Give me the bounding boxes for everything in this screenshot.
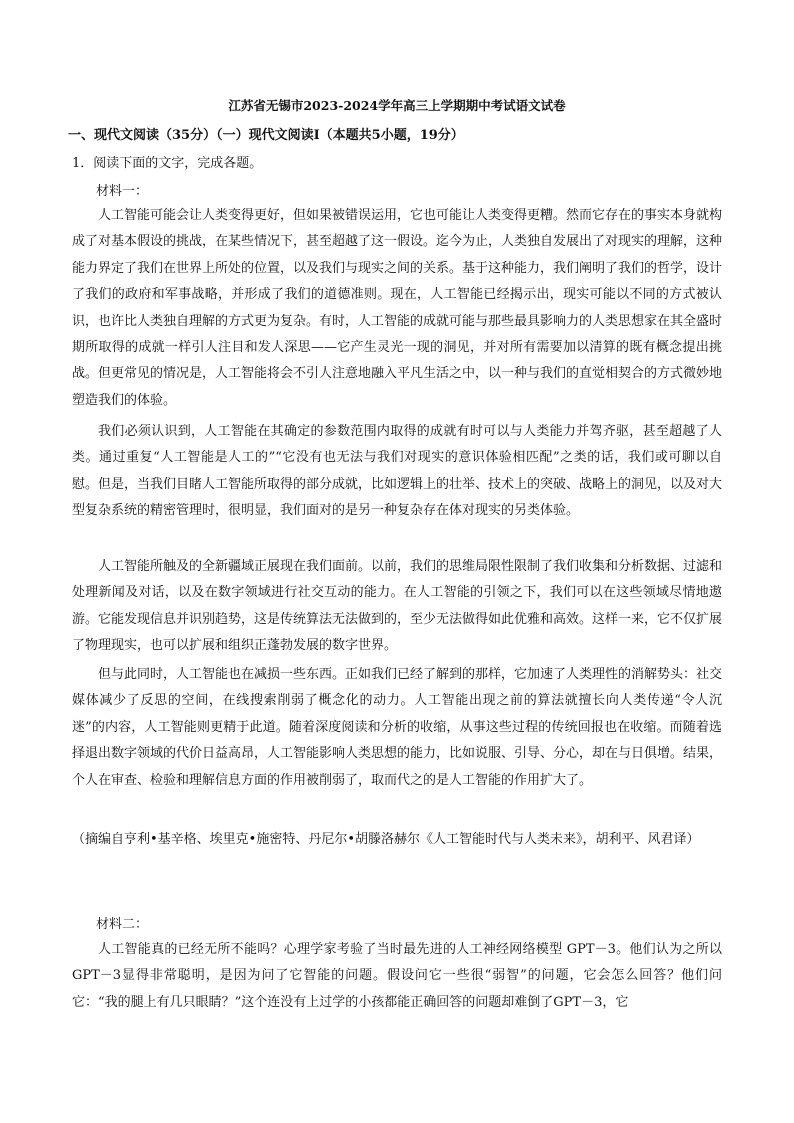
section-heading: 一、现代文阅读（35分）（一）现代文阅读Ⅰ（本题共5小题，19分） [68, 128, 464, 143]
material-1-paragraph-1: 人工智能可能会让人类变得更好，但如果被错误运用，它也可能让人类变得更糟。然而它存在的事实本身就构成了对基本假设的挑战，在某些情况下，甚至超越了这一假设。迄今为止，人类独自发展出了对现实的理解，这种能力界定了我们在世界上所处的位置，以及我们与现实之间的关系。基于这种能力，我们阐明了我们的哲学，设计了我们的政府和军事战略，并形成了我们的道德准则。现在，人工智能已经揭示出，现实可能以不同的方式被认识，也许比人类独自理解的方式更为复杂。有时，人工智能的成就可能与那些最具影响力的人类思想家在其全盛时期所取得的成就一样引人注目和发人深思——它产生灵光一现的洞见，并对所有需要加以清算的既有概念提出挑战。但更常见的情况是，人工智能将会不引人注意地融入平凡生活之中，以一种与我们的直觉相契合的方式微妙地塑造我们的体验。 [72, 208, 723, 408]
material-1-paragraph-4: 但与此同时，人工智能也在减损一些东西。正如我们已经了解到的那样，它加速了人类理性的消解势头：社交媒体减少了反思的空间，在线搜索削弱了概念化的动力。人工智能出现之前的算法就擅长向人类传递“令人沉迷”的内容，人工智能则更精于此道。随着深度阅读和分析的收缩，从事这些过程的传统回报也在收缩。而随着选择退出数字领域的代价日益高昂，人工智能影响人类思想的能力，比如说服、引导、分心，却在与日俱增。结果，个人在审查、检验和理解信息方面的作用被削弱了，取而代之的是人工智能的作用扩大了。 [72, 667, 723, 788]
material-2-label: 材料二： [96, 917, 149, 932]
material-1-source: （摘编自亨利•基辛格、埃里克•施密特、丹尼尔•胡滕洛赫尔《人工智能时代与人类未来》，胡利平、风君译） [72, 832, 700, 847]
material-1-paragraph-3: 人工智能所触及的全新疆域正展现在我们面前。以前，我们的思维局限性限制了我们收集和分析数据、过滤和处理新闻及对话，以及在数字领域进行社交互动的能力。在人工智能的引领之下，我们可以在这些领域尽情地遨游。它能发现信息并识别趋势，这是传统算法无法做到的，至少无法做得如此优雅和高效。这样一来，它不仅扩展了物理现实，也可以扩展和组织正蓬勃发展的数字世界。 [72, 559, 723, 654]
question-intro: 1．阅读下面的文字，完成各题。 [72, 156, 263, 171]
material-1-label: 材料一： [96, 184, 149, 199]
material-1-paragraph-2: 我们必须认识到，人工智能在其确定的参数范围内取得的成就有时可以与人类能力并驾齐驱，甚至超越了人类。通过重复“人工智能是人工的”“它没有也无法与我们对现实的意识体验相匹配”之类的话，我们或可聊以自慰。但是，当我们目睹人工智能所取得的部分成就，比如逻辑上的壮举、技术上的突破、战略上的洞见，以及对大型复杂系统的精密管理时，很明显，我们面对的是另一种复杂存在体对现实的另类体验。 [72, 424, 723, 519]
document-title: 江苏省无锡市2023-2024学年高三上学期期中考试语文试卷 [228, 98, 566, 113]
material-2-paragraph-1: 人工智能真的已经无所不能吗？心理学家考验了当时最先进的人工神经网络模型 GPT－3。他们认为之所以GPT－3显得非常聪明，是因为问了它智能的问题。假设问它一些很“弱智”的问题，它会怎么回答？他们问它：“我的腿上有几只眼睛？”这个连没有上过学的小孩都能正确回答的问题却难倒了GPT－3，它 [72, 942, 722, 1010]
